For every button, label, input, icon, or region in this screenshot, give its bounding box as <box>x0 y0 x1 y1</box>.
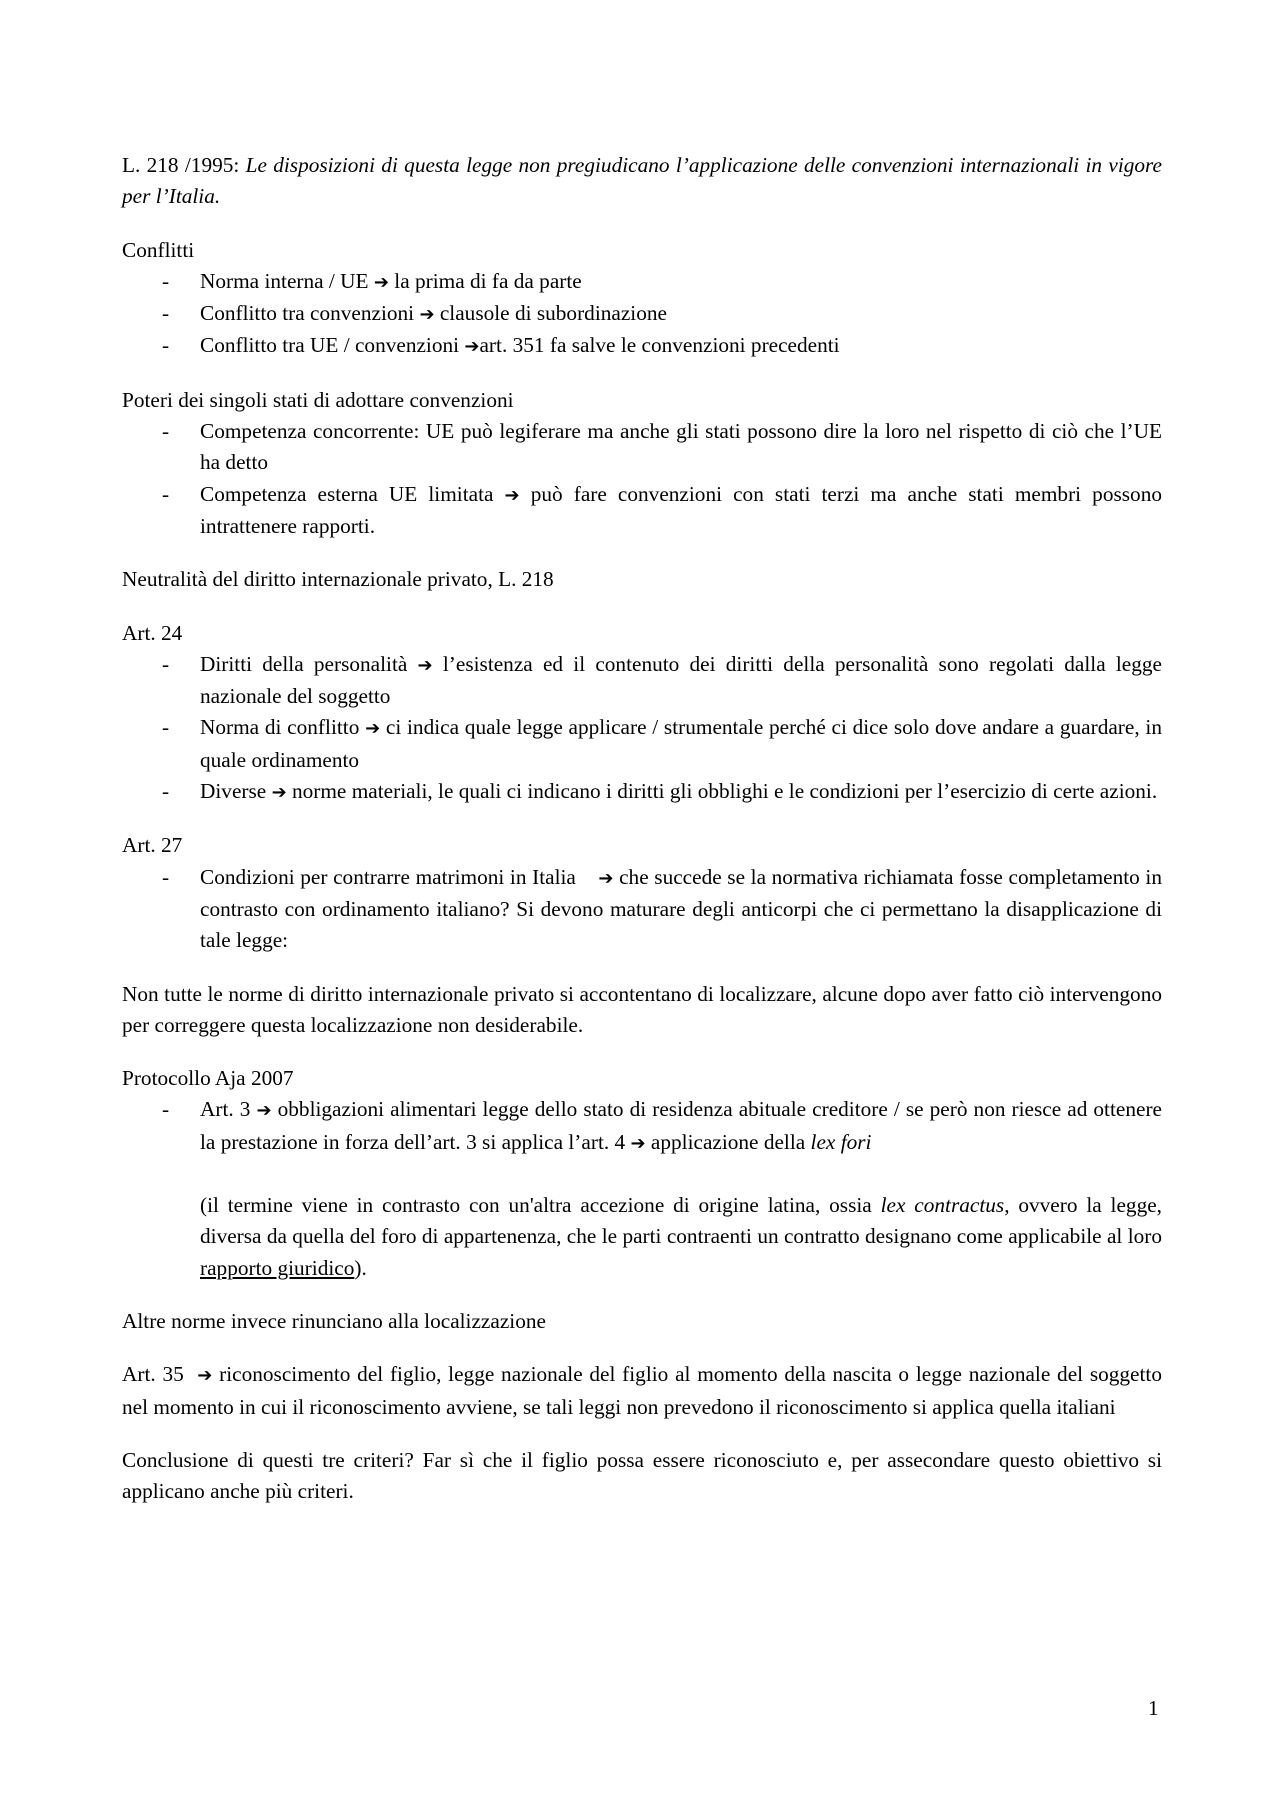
intro-paragraph <box>122 150 1162 213</box>
art35-text: riconoscimento del figlio, legge nazionale del figlio al momento della nascita o legge nazionale del soggetto nel momento in cui il riconoscimento avviene, se tali leggi non prevedono il riconoscimento si applica quella italiani <box>122 1362 1162 1419</box>
item-text: Diverse <box>200 779 272 804</box>
dash-marker: - <box>162 481 170 506</box>
item-text: Diritti della personalità <box>200 651 418 676</box>
dash-marker: - <box>162 715 170 740</box>
dash-marker: - <box>162 268 170 293</box>
list-item <box>122 298 1162 330</box>
dash-marker: - <box>162 779 170 804</box>
dash-marker: - <box>162 301 170 326</box>
item-text: Condizioni per contrarre matrimoni in Italia <box>200 864 599 889</box>
dash-marker: - <box>162 864 170 889</box>
conclusione-paragraph: Conclusione di questi tre criteri? Far sì che il figlio possa essere riconosciuto e, per assecondare questo obiettivo si applicano anche più criteri. <box>122 1447 1162 1504</box>
art35-paragraph <box>122 1359 1162 1423</box>
arrow-icon: ➔ <box>365 718 381 740</box>
item-text: Competenza esterna UE limitata <box>200 481 505 506</box>
item-text: obbligazioni alimentari legge dello stato di residenza abituale creditore / se però non riesce ad ottenere la prestazione in forza dell’art. 3 si applica l’art. 4 <box>200 1097 1162 1154</box>
intro-quote: Le disposizioni di questa legge non pregiudicano l’applicazione delle convenzioni internazionali in vigore per l’Italia. <box>122 153 1162 209</box>
list-item <box>122 416 1162 479</box>
item-text: art. 351 fa salve le convenzioni precedenti <box>479 333 840 358</box>
dash-marker: - <box>162 651 170 676</box>
item-text: l’esistenza ed il contenuto dei diritti della personalità sono regolati dalla legge nazionale del soggetto <box>200 651 1162 709</box>
item-text: che succede se la normativa richiamata fosse completamento in contrasto con ordinamento italiano? Si devono maturare degli anticorpi che ci permettano la disapplicazione di tale legge: <box>200 864 1162 953</box>
item-text: clausole di subordinazione <box>434 301 667 326</box>
arrow-icon: ➔ <box>630 1132 646 1154</box>
localizzare-paragraph: Non tutte le norme di diritto internazionale privato si accontentano di localizzare, alcune dopo aver fatto ciò intervengono per correggere questa localizzazione non desiderabile. <box>122 981 1162 1037</box>
arrow-icon: ➔ <box>464 336 480 358</box>
lex-fori-note <box>200 1190 1162 1284</box>
item-text: Conflitto tra convenzioni <box>200 301 420 326</box>
page-number: 1 <box>1148 1696 1159 1720</box>
art35-label: Art. 35 <box>122 1362 198 1387</box>
altre-norme-paragraph: Altre norme invece rinunciano alla localizzazione <box>122 1308 546 1333</box>
art24-list <box>122 649 1162 808</box>
arrow-icon: ➔ <box>419 304 435 326</box>
arrow-icon: ➔ <box>598 867 614 889</box>
heading-poteri: Poteri dei singoli stati di adottare convenzioni <box>122 387 514 412</box>
arrow-icon: ➔ <box>256 1100 272 1122</box>
arrow-icon: ➔ <box>504 484 520 506</box>
document-body <box>122 150 1162 1507</box>
note-text: ). <box>354 1255 367 1280</box>
list-item <box>122 1094 1162 1159</box>
list-item <box>122 330 1162 362</box>
list-item <box>122 776 1162 808</box>
list-item <box>122 479 1162 543</box>
dash-marker: - <box>162 1097 170 1122</box>
list-item <box>122 862 1162 957</box>
list-item <box>122 266 1162 298</box>
item-text: Conflitto tra UE / convenzioni <box>200 333 465 358</box>
conflitti-list <box>122 266 1162 363</box>
arrow-icon: ➔ <box>197 1365 213 1387</box>
art27-list <box>122 862 1162 957</box>
item-text: può fare convenzioni con stati terzi ma anche stati membri possono intrattenere rapporti. <box>200 481 1162 538</box>
arrow-icon: ➔ <box>271 782 287 804</box>
heading-protocollo: Protocollo Aja 2007 <box>122 1066 294 1091</box>
item-text: Norma di conflitto <box>200 715 366 740</box>
note-text-italic: lex contractus <box>880 1193 1005 1218</box>
item-text: norme materiali, le quali ci indicano i diritti gli obblighi e le condizioni per l’esercizio di certe azioni. <box>286 779 1158 804</box>
dash-marker: - <box>162 419 170 444</box>
item-text: applicazione della <box>645 1129 811 1154</box>
item-text: Norma interna / UE <box>200 268 374 293</box>
list-item <box>122 649 1162 713</box>
intro-prefix: L. 218 /1995: <box>122 153 246 177</box>
note-text: (il termine viene in contrasto con un'altra accezione di origine latina, ossia <box>200 1193 881 1218</box>
poteri-list <box>122 416 1162 542</box>
rapporto-giuridico-link[interactable]: rapporto giuridico <box>200 1255 355 1280</box>
item-text: ci indica quale legge applicare / strumentale perché ci dice solo dove andare a guardare, in quale ordinamento <box>200 715 1162 772</box>
heading-art27: Art. 27 <box>122 833 183 858</box>
item-text: Art. 3 <box>200 1097 257 1122</box>
dash-marker: - <box>162 333 170 358</box>
item-text: la prima di fa da parte <box>388 268 582 293</box>
item-text: Competenza concorrente: UE può legiferare ma anche gli stati possono dire la loro nel rispetto di ciò che l’UE ha detto <box>200 419 1162 475</box>
list-item <box>122 712 1162 776</box>
heading-neutralita: Neutralità del diritto internazionale privato, L. 218 <box>122 567 554 592</box>
note-text: , ovvero la legge, diversa da quella del foro di appartenenza, che le parti contraenti un contratto designano come applicabile al loro <box>200 1193 1162 1249</box>
arrow-icon: ➔ <box>417 654 433 676</box>
item-text-italic: lex fori <box>810 1129 872 1154</box>
protocollo-list <box>122 1094 1162 1159</box>
arrow-icon: ➔ <box>373 271 389 293</box>
heading-conflitti: Conflitti <box>122 237 195 262</box>
heading-art24: Art. 24 <box>122 620 183 645</box>
